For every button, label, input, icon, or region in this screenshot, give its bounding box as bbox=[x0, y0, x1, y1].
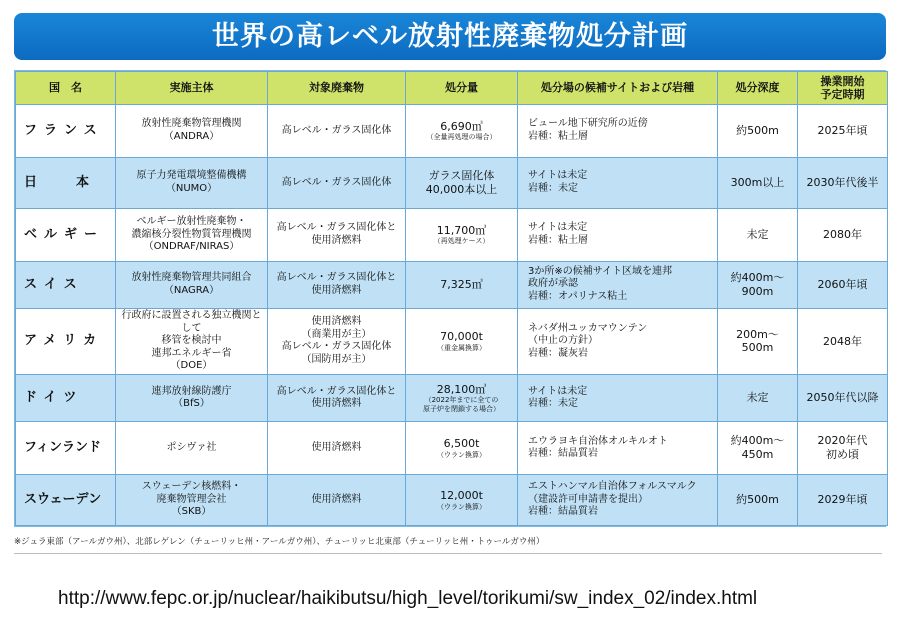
waste-cell bbox=[268, 157, 406, 208]
start-cell bbox=[798, 157, 888, 208]
waste-cell-text: 高レベル・ガラス固化体 bbox=[281, 124, 392, 136]
depth-cell-text: 未定 bbox=[746, 391, 769, 405]
amount-note: （全量再処理の場合） bbox=[426, 133, 497, 142]
country-cell bbox=[16, 261, 116, 308]
depth-cell bbox=[718, 308, 798, 375]
country-cell-text: フランス bbox=[24, 122, 104, 138]
site-cell bbox=[518, 208, 718, 261]
site-cell-text: サイトは未定 岩種：未定 bbox=[528, 170, 588, 194]
entity-cell bbox=[116, 422, 268, 475]
country-cell-text: アメリカ bbox=[24, 333, 104, 349]
waste-cell-text: 高レベル・ガラス固化体と 使用済燃料 bbox=[276, 222, 397, 246]
amount-cell bbox=[406, 375, 518, 422]
site-cell bbox=[518, 475, 718, 526]
amount-note: （2022年までに全ての 原子炉を閉鎖する場合） bbox=[423, 396, 500, 414]
country-cell bbox=[16, 105, 116, 158]
entity-cell bbox=[116, 308, 268, 375]
depth-cell bbox=[718, 475, 798, 526]
entity-cell-text: 行政府に設置される独立機関として 移管を検討中 連邦エネルギー省 （DOE） bbox=[121, 310, 262, 372]
waste-cell bbox=[268, 375, 406, 422]
amount-cell bbox=[406, 208, 518, 261]
header-start: 操業開始 予定時期 bbox=[798, 72, 888, 105]
waste-cell-text: 使用済燃料 bbox=[311, 493, 362, 505]
table-row bbox=[16, 308, 888, 375]
amount-cell-text: 6,690㎥ bbox=[440, 119, 483, 133]
entity-cell bbox=[116, 208, 268, 261]
waste-cell-text: 高レベル・ガラス固化体と 使用済燃料 bbox=[276, 272, 397, 296]
amount-cell-text: 7,325㎥ bbox=[440, 277, 483, 291]
entity-cell bbox=[116, 261, 268, 308]
amount-note: （ウラン換算） bbox=[437, 450, 486, 459]
table-row bbox=[16, 157, 888, 208]
header-amount: 処分量 bbox=[406, 72, 518, 105]
site-cell-text: ビュール地下研究所の近傍 岩種：粘土層 bbox=[528, 118, 648, 142]
amount-cell bbox=[406, 422, 518, 475]
waste-cell bbox=[268, 475, 406, 526]
amount-cell-text: 70,000t bbox=[440, 330, 483, 344]
site-cell bbox=[518, 105, 718, 158]
table-row bbox=[16, 105, 888, 158]
start-cell-text: 2050年代以降 bbox=[806, 391, 879, 405]
plan-table-container bbox=[14, 70, 886, 527]
depth-cell-text: 300m以上 bbox=[730, 176, 785, 190]
page-title: 世界の高レベル放射性廃棄物処分計画 bbox=[212, 21, 688, 52]
depth-cell bbox=[718, 157, 798, 208]
start-cell bbox=[798, 308, 888, 375]
start-cell-text: 2048年 bbox=[823, 334, 862, 348]
amount-note: （再処理ケース） bbox=[433, 237, 490, 246]
entity-cell-text: ポシヴァ社 bbox=[166, 441, 217, 453]
table-row bbox=[16, 422, 888, 475]
waste-cell-text: 使用済燃料 bbox=[311, 441, 362, 453]
amount-cell bbox=[406, 475, 518, 526]
country-cell bbox=[16, 475, 116, 526]
start-cell-text: 2020年代 初め頃 bbox=[817, 434, 868, 462]
depth-cell bbox=[718, 208, 798, 261]
amount-cell bbox=[406, 157, 518, 208]
amount-cell bbox=[406, 308, 518, 375]
header-depth: 処分深度 bbox=[718, 72, 798, 105]
site-cell bbox=[518, 422, 718, 475]
depth-cell bbox=[718, 105, 798, 158]
country-cell-text: ドイツ bbox=[24, 390, 84, 406]
site-cell-text: エウラヨキ自治体オルキルオト 岩種：結晶質岩 bbox=[528, 435, 668, 460]
start-cell bbox=[798, 375, 888, 422]
start-cell-text: 2080年 bbox=[823, 227, 862, 241]
waste-cell bbox=[268, 208, 406, 261]
table-row bbox=[16, 261, 888, 308]
depth-cell-text: 約500m bbox=[736, 124, 779, 138]
waste-cell-text: 高レベル・ガラス固化体と 使用済燃料 bbox=[276, 385, 397, 410]
start-cell-text: 2025年頃 bbox=[817, 124, 868, 138]
country-cell-text: 日 本 bbox=[24, 174, 90, 190]
site-cell-text: エストハンマル自治体フォルスマルク （建設許可申請書を提出） 岩種：結晶質岩 bbox=[528, 481, 697, 518]
start-cell-text: 2029年頃 bbox=[817, 493, 868, 507]
entity-cell-text: ベルギー放射性廃棄物・ 濃縮核分裂性物質管理機関 （ONDRAF/NIRAS） bbox=[131, 216, 252, 253]
site-cell bbox=[518, 261, 718, 308]
country-cell bbox=[16, 422, 116, 475]
entity-cell bbox=[116, 157, 268, 208]
header-site: 処分場の候補サイトおよび岩種 bbox=[518, 72, 718, 105]
entity-cell-text: スウェーデン核燃料・ 廃棄物管理会社 （SKB） bbox=[141, 481, 242, 518]
table-row bbox=[16, 475, 888, 526]
amount-cell bbox=[406, 261, 518, 308]
start-cell bbox=[798, 105, 888, 158]
entity-cell-text: 放射性廃棄物管理機関 （ANDRA） bbox=[141, 118, 242, 142]
country-cell bbox=[16, 157, 116, 208]
depth-cell bbox=[718, 261, 798, 308]
site-cell bbox=[518, 157, 718, 208]
start-cell bbox=[798, 475, 888, 526]
divider bbox=[14, 553, 882, 554]
site-cell bbox=[518, 308, 718, 375]
depth-cell-text: 200m～ 500m bbox=[736, 327, 779, 355]
country-cell bbox=[16, 375, 116, 422]
waste-cell-text: 使用済燃料 （商業用が主） 高レベル・ガラス固化体 （国防用が主） bbox=[281, 316, 392, 365]
start-cell-text: 2060年頃 bbox=[817, 277, 868, 291]
depth-cell bbox=[718, 375, 798, 422]
depth-cell-text: 約500m bbox=[736, 493, 779, 507]
entity-cell bbox=[116, 105, 268, 158]
country-cell bbox=[16, 208, 116, 261]
depth-cell-text: 約400m～ 450m bbox=[730, 434, 785, 462]
site-cell-text: サイトは未定 岩種：粘土層 bbox=[528, 222, 588, 246]
depth-cell bbox=[718, 422, 798, 475]
source-url: http://www.fepc.or.jp/nuclear/haikibutsu/high_level/torikumi/sw_index_02/index.html bbox=[58, 588, 758, 609]
amount-cell-text: ガラス固化体 40,000本以上 bbox=[425, 169, 498, 196]
country-cell bbox=[16, 308, 116, 375]
amount-cell-text: 28,100㎥ bbox=[436, 382, 487, 396]
amount-cell-text: 11,700㎥ bbox=[436, 223, 487, 237]
entity-cell bbox=[116, 475, 268, 526]
plan-table bbox=[15, 71, 888, 526]
entity-cell-text: 連邦放射線防護庁 （BfS） bbox=[151, 385, 232, 410]
amount-cell-text: 12,000t bbox=[440, 488, 483, 502]
header-country: 国 名 bbox=[16, 72, 116, 105]
depth-cell-text: 約400m～ 900m bbox=[730, 270, 785, 298]
header-entity: 実施主体 bbox=[116, 72, 268, 105]
amount-note: （重金属換算） bbox=[437, 343, 486, 352]
waste-cell bbox=[268, 308, 406, 375]
waste-cell-text: 高レベル・ガラス固化体 bbox=[281, 176, 392, 188]
title-banner bbox=[14, 13, 886, 60]
site-cell bbox=[518, 375, 718, 422]
country-cell-text: ベルギー bbox=[24, 226, 105, 242]
waste-cell bbox=[268, 422, 406, 475]
table-row bbox=[16, 208, 888, 261]
country-cell-text: スウェーデン bbox=[24, 491, 102, 507]
start-cell-text: 2030年代後半 bbox=[806, 176, 879, 190]
amount-cell-text: 6,500t bbox=[443, 436, 480, 450]
waste-cell bbox=[268, 261, 406, 308]
amount-note: （ウラン換算） bbox=[437, 502, 486, 511]
footnote: ※ジュラ東部（アールガウ州）、北部レゲレン（チューリッヒ州・アールガウ州）、チューリッヒ北東部（チューリッヒ州・トゥールガウ州） bbox=[14, 537, 545, 547]
depth-cell-text: 未定 bbox=[746, 227, 769, 241]
entity-cell-text: 放射性廃棄物管理共同組合 （NAGRA） bbox=[131, 272, 252, 296]
amount-cell bbox=[406, 105, 518, 158]
header-waste: 対象廃棄物 bbox=[268, 72, 406, 105]
country-cell-text: フィンランド bbox=[24, 439, 101, 455]
waste-cell bbox=[268, 105, 406, 158]
entity-cell bbox=[116, 375, 268, 422]
site-cell-text: サイトは未定 岩種：未定 bbox=[528, 385, 588, 410]
entity-cell-text: 原子力発電環境整備機構 （NUMO） bbox=[136, 170, 247, 194]
country-cell-text: スイス bbox=[24, 276, 84, 292]
site-cell-text: ネバダ州ユッカマウンテン （中止の方針） 岩種：凝灰岩 bbox=[528, 322, 648, 359]
start-cell bbox=[798, 422, 888, 475]
header-row bbox=[16, 72, 888, 105]
start-cell bbox=[798, 261, 888, 308]
table-row bbox=[16, 375, 888, 422]
start-cell bbox=[798, 208, 888, 261]
site-cell-text: 3か所※の候補サイト区域を連邦 政府が承認 岩種：オパリナス粘土 bbox=[528, 265, 673, 302]
